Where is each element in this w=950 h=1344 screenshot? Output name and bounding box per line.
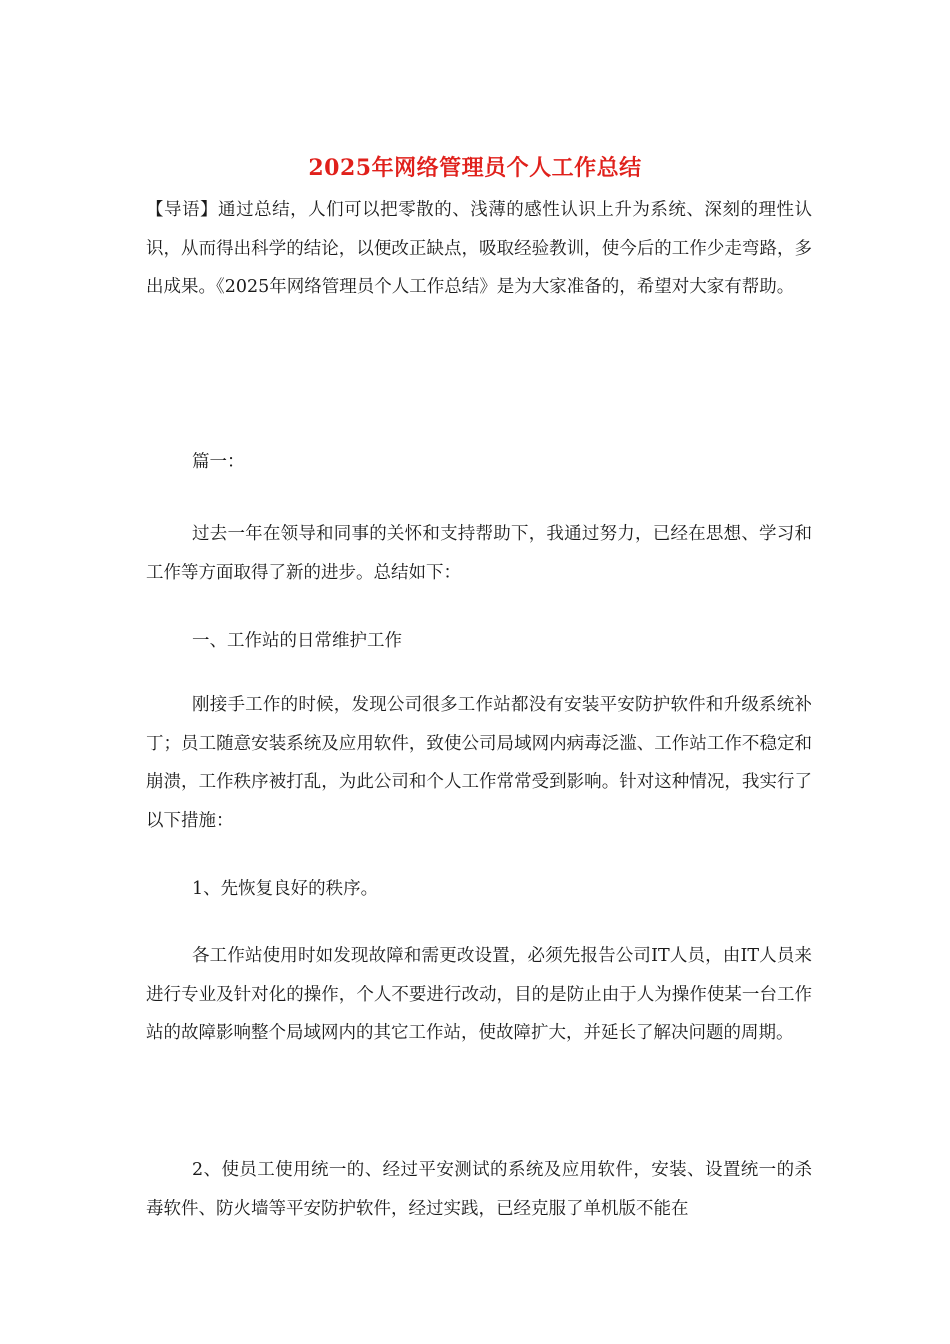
document-title: 2025年网络管理员个人工作总结	[308, 155, 642, 181]
body-paragraph: 刚接手工作的时候，发现公司很多工作站都没有安装平安防护软件和升级系统补丁；员工随意安装系统及应用软件，致使公司局域网内病毒泛滥、工作站工作不稳定和崩溃，工作秩序被打乱，为此公司和个人工作常常受到影响。针对这种情况，我实行了以下措施：	[146, 695, 812, 831]
section-heading-part-one: 篇一：	[192, 452, 245, 472]
body-paragraph: 各工作站使用时如发现故障和需更改设置，必须先报告公司IT人员，由IT人员来进行专业及针对化的操作，个人不要进行改动，目的是防止由于人为操作使某一台工作站的故障影响整个局域网内的其它工作站，使故障扩大，并延长了解决问题的周期。	[146, 946, 812, 1043]
list-item-heading: 1、先恢复良好的秩序。	[192, 879, 379, 899]
body-paragraph: 过去一年在领导和同事的关怀和支持帮助下，我通过努力，已经在思想、学习和工作等方面取得了新的进步。总结如下：	[146, 524, 812, 583]
body-paragraph: 2、使员工使用统一的、经过平安测试的系统及应用软件，安装、设置统一的杀毒软件、防火墙等平安防护软件，经过实践，已经克服了单机版不能在	[146, 1160, 812, 1219]
section-heading: 一、工作站的日常维护工作	[192, 631, 402, 651]
intro-paragraph: 【导语】通过总结，人们可以把零散的、浅薄的感性认识上升为系统、深刻的理性认识，从而得出科学的结论，以便改正缺点，吸取经验教训，使今后的工作少走弯路，多出成果。《2025年网络管理员个人工作总结》是为大家准备的，希望对大家有帮助。	[146, 200, 812, 297]
